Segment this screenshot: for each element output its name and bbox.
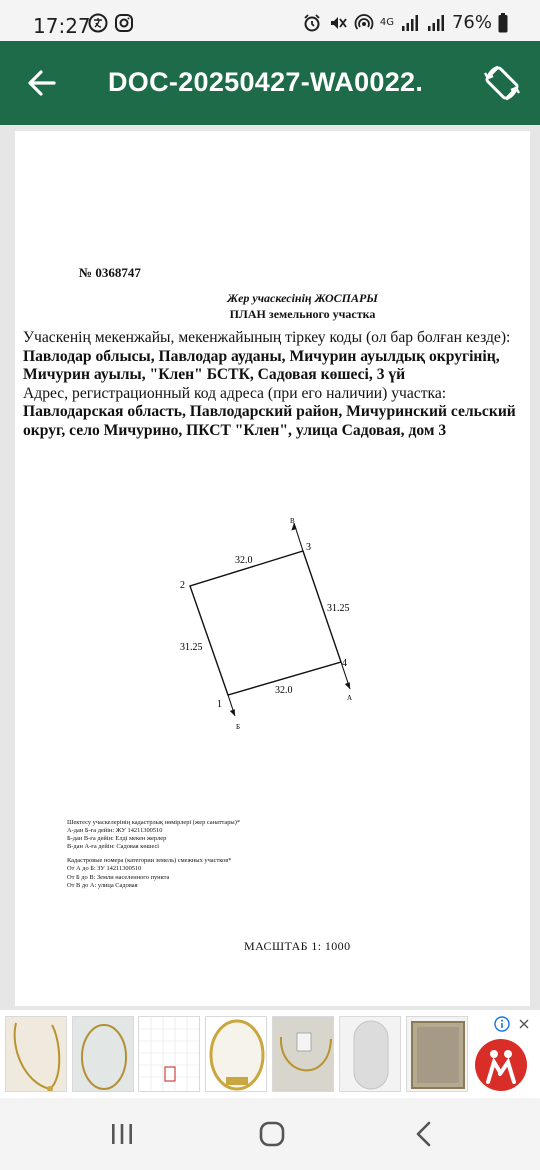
necklace-image [273,1017,334,1092]
plot-boundary [190,551,341,695]
thumb-plan-document[interactable] [138,1016,200,1092]
neighbors-ru-line: От В до А: улица Садовая [67,881,138,889]
mirror-image [340,1017,401,1092]
document-title: DOC-20250427-WA0022. [108,67,424,97]
document-viewer[interactable] [0,125,540,1010]
side-length-bottom: 32.0 [275,685,293,696]
document-page[interactable] [15,131,530,1006]
screen-rotate-icon[interactable] [480,61,524,105]
status-bar [0,0,540,41]
plan-thumbnail-image [139,1017,200,1092]
corner-label-4: 4 [342,658,347,669]
chevron-left-icon[interactable] [404,1118,444,1150]
address-kz-label: Учаскенің мекенжайы, мекенжайының тіркеу коды (ол бар болған кезде): [23,329,511,346]
neighbors-kz-line: Шектесу учаскелерінің кадастрлық нөмірлері (жер санаттары)* [67,819,241,826]
plot-plan-diagram [165,506,385,746]
signal-icon [400,13,420,33]
close-icon[interactable] [518,1018,530,1030]
arrow-left-icon[interactable] [22,63,62,103]
side-length-right: 31.25 [327,603,350,614]
side-length-left: 31.25 [180,642,203,653]
status-time: 17:27 [33,14,91,38]
signal-icon [426,13,446,33]
neighbors-ru-line: Кадастровые номера (категории земель) смежных участков* [67,857,232,865]
scale-label: МАСШТАБ 1: 1000 [244,939,351,953]
address-block [23,329,528,440]
neighbors-kz-line: А-дан Б-ға дейін: ЖУ 14211300510 [67,827,163,835]
side-length-top: 32.0 [235,555,253,566]
neighbors-kz-line: Б-дан В-ға дейін: Елді мекен жерлер [67,835,167,843]
thumb-necklace-1[interactable] [5,1016,67,1092]
plan-heading-ru: ПЛАН земельного участка [229,307,376,321]
ad-logo-icon [474,1038,528,1092]
document-number: № 0368747 [79,265,141,280]
translate-icon [88,13,108,33]
corner-label-2: 2 [180,580,185,591]
thumbnail-strip [0,1010,540,1098]
address-kz-value: Павлодар облысы, Павлодар ауданы, Мичурин ауылдық округінің, Мичурин ауылы, "Клен" БСТК, Садовая көшесі, 3 үй [23,347,500,383]
mirror-image [206,1017,267,1092]
thumb-framed-painting[interactable] [406,1016,468,1092]
neighbors-ru-line: От Б до В: Земли населенного пункта [67,873,170,881]
arrow-label-right: А [347,694,353,702]
necklace-image [73,1017,134,1092]
thumb-oval-mirror-gold[interactable] [205,1016,267,1092]
thumb-necklace-3[interactable] [272,1016,334,1092]
ad-banner[interactable] [468,1010,540,1098]
painting-image [407,1017,468,1092]
neighbors-ru-line: От А до Б: ЗУ 14211300510 [67,865,142,873]
navigation-bar [0,1098,540,1170]
adjacent-plots-list [67,819,240,890]
instagram-icon [114,13,134,33]
mute-icon [328,13,348,33]
arrowhead-right [345,682,350,689]
arrow-label-bottom: Б [236,723,241,731]
thumb-oval-mirror[interactable] [339,1016,401,1092]
alarm-icon [302,13,322,33]
corner-label-1: 1 [217,699,222,710]
home-icon[interactable] [252,1118,292,1150]
network-type: 4G [379,16,394,28]
battery-percent: 76% [451,12,492,33]
battery-icon [498,13,508,33]
thumb-necklace-2[interactable] [72,1016,134,1092]
arrow-label-top: В [290,517,295,525]
corner-label-3: 3 [306,542,311,553]
address-ru-label: Адрес, регистрационный код адреса (при его наличии) участка: [23,384,447,402]
neighbors-kz-line: В-дан А-ға дейін: Садовая көшесі [67,843,160,851]
arrowhead-bottom [230,709,235,716]
plan-heading-kz: Жер учаскесінің ЖОСПАРЫ [227,291,378,305]
recents-icon[interactable] [102,1118,142,1150]
necklace-image [6,1017,67,1092]
address-ru-value: Павлодарская область, Павлодарский район, Мичуринский сельский округ, село Мичурино, ПКСТ "Клен", улица Садовая, дом 3 [23,403,516,439]
hotspot-icon [354,13,374,33]
app-bar [0,41,540,125]
info-icon[interactable] [494,1016,510,1032]
